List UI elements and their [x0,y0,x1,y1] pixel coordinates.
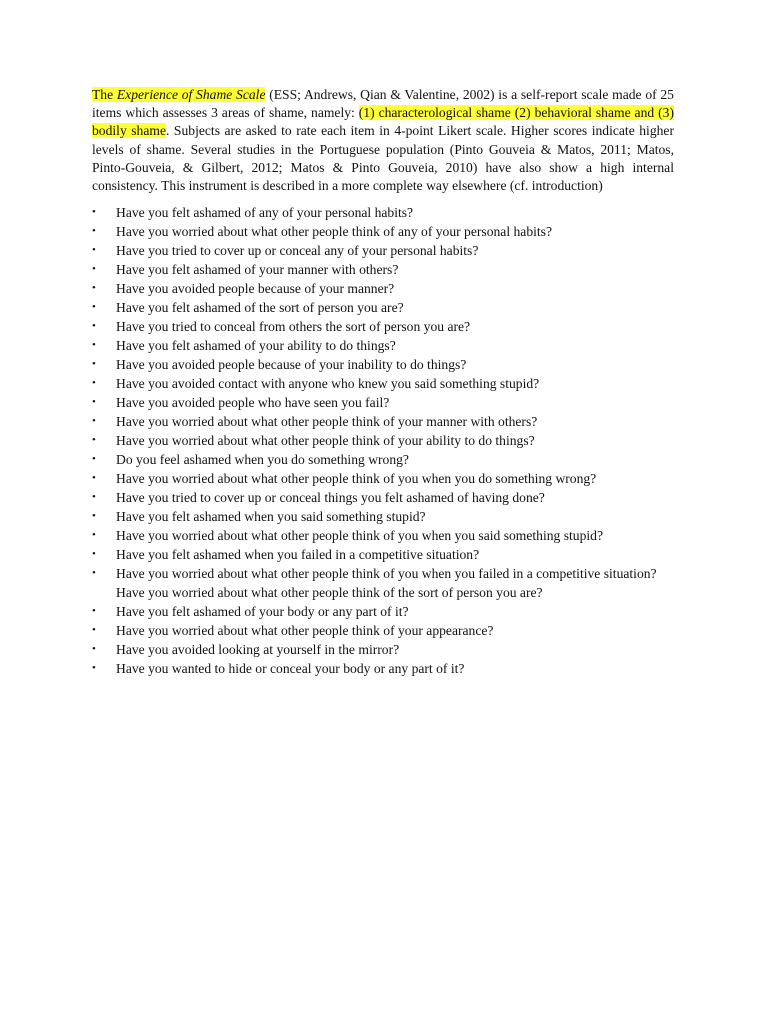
bullet-icon: • [92,206,96,219]
list-item-text: Have you avoided people because of your manner? [116,281,395,297]
bullet-icon: • [92,529,96,542]
list-item [92,241,674,260]
list-item [92,545,674,564]
bullet-icon: • [92,320,96,333]
list-item-text: Have you avoided looking at yourself in the mirror? [116,642,400,658]
bullet-icon: • [92,244,96,257]
list-item-text: Have you felt ashamed of any of your personal habits? [116,205,414,221]
list-item-text: Have you felt ashamed of the sort of person you are? [116,300,404,316]
shame-areas-highlight: (1) characterological shame (2) behavioral shame and (3) bodily shame [92,105,674,139]
list-item [92,450,674,469]
list-item-text: Have you felt ashamed of your body or any part of it? [116,604,409,620]
bullet-icon: • [92,282,96,295]
list-item [92,393,674,412]
bullet-icon: • [92,548,96,561]
bullet-icon: • [92,643,96,656]
bullet-icon: • [92,396,96,409]
list-item [92,412,674,431]
list-item [92,488,674,507]
list-item [92,336,674,355]
bullet-icon: • [92,225,96,238]
list-item [92,469,674,488]
list-item-text: Have you worried about what other people think of your manner with others? [116,414,538,430]
bullet-icon: • [92,472,96,485]
list-item [92,659,674,678]
list-item [92,621,674,640]
list-item-text: Have you worried about what other people think of you when you said something stupid? [116,528,604,544]
list-item [92,260,674,279]
bullet-icon: • [92,339,96,352]
list-item-text: Have you worried about what other people think of you when you failed in a competitive situation? Have you worried about what other people think of the sort of person you are? [116,566,657,601]
bullet-icon: • [92,301,96,314]
list-item-text: Have you worried about what other people think of your ability to do things? [116,433,535,449]
list-item-text: Have you tried to cover up or conceal things you felt ashamed of having done? [116,490,545,506]
bullet-icon: • [92,567,96,580]
intro-highlight-title [92,87,265,102]
bullet-icon: • [92,662,96,675]
list-item-text: Have you felt ashamed of your manner with others? [116,262,399,278]
list-item [92,602,674,621]
list-item [92,526,674,545]
list-item [92,431,674,450]
bullet-icon: • [92,434,96,447]
list-item-text: Have you worried about what other people think of you when you do something wrong? [116,471,597,487]
intro-text-rest: . Subjects are asked to rate each item in 4-point Likert scale. Higher scores indicate higher levels of shame. Several studies in the Portuguese population (Pinto Gouveia & Matos, 2011; Matos, Pinto-Gouveia, & Gilbert, 2012; Matos & Pinto Gouveia, 2010) have also show a high internal consistency. This instrument is described in a more complete way elsewhere (cf. introduction) [92,123,674,194]
list-item-text: Have you worried about what other people think of any of your personal habits? [116,224,553,240]
scale-items-list [92,203,674,678]
list-item [92,203,674,222]
intro-text-lead: The [92,87,117,102]
intro-text-middle: (ESS; Andrews, Qian & Valentine, 2002) is a self-report scale made of 25 items which assesses 3 areas of shame, namely: [92,87,674,121]
list-item-text: Have you tried to conceal from others the sort of person you are? [116,319,471,335]
bullet-icon: • [92,358,96,371]
bullet-icon: • [92,605,96,618]
list-item-text: Have you avoided contact with anyone who knew you said something stupid? [116,376,540,392]
list-item [92,222,674,241]
bullet-icon: • [92,491,96,504]
list-item [92,507,674,526]
list-item [92,564,674,602]
bullet-icon: • [92,453,96,466]
list-item-text: Have you worried about what other people think of your appearance? [116,623,494,639]
list-item [92,279,674,298]
list-item-text: Have you tried to cover up or conceal any of your personal habits? [116,243,479,259]
list-item-text: Have you felt ashamed of your ability to do things? [116,338,396,354]
list-item [92,317,674,336]
list-item [92,298,674,317]
bullet-icon: • [92,624,96,637]
list-item-text: Have you avoided people who have seen you fail? [116,395,390,411]
bullet-icon: • [92,377,96,390]
list-item [92,374,674,393]
list-item-text: Have you avoided people because of your inability to do things? [116,357,467,373]
list-item-text: Have you wanted to hide or conceal your body or any part of it? [116,661,465,677]
list-item [92,355,674,374]
bullet-icon: • [92,263,96,276]
list-item-text: Have you felt ashamed when you failed in a competitive situation? [116,547,480,563]
list-item-text: Do you feel ashamed when you do something wrong? [116,452,409,468]
intro-paragraph [92,86,674,195]
bullet-icon: • [92,415,96,428]
bullet-icon: • [92,510,96,523]
list-item-text: Have you felt ashamed when you said something stupid? [116,509,426,525]
document-page [92,86,674,678]
list-item [92,640,674,659]
scale-name: Experience of Shame Scale [116,87,266,102]
